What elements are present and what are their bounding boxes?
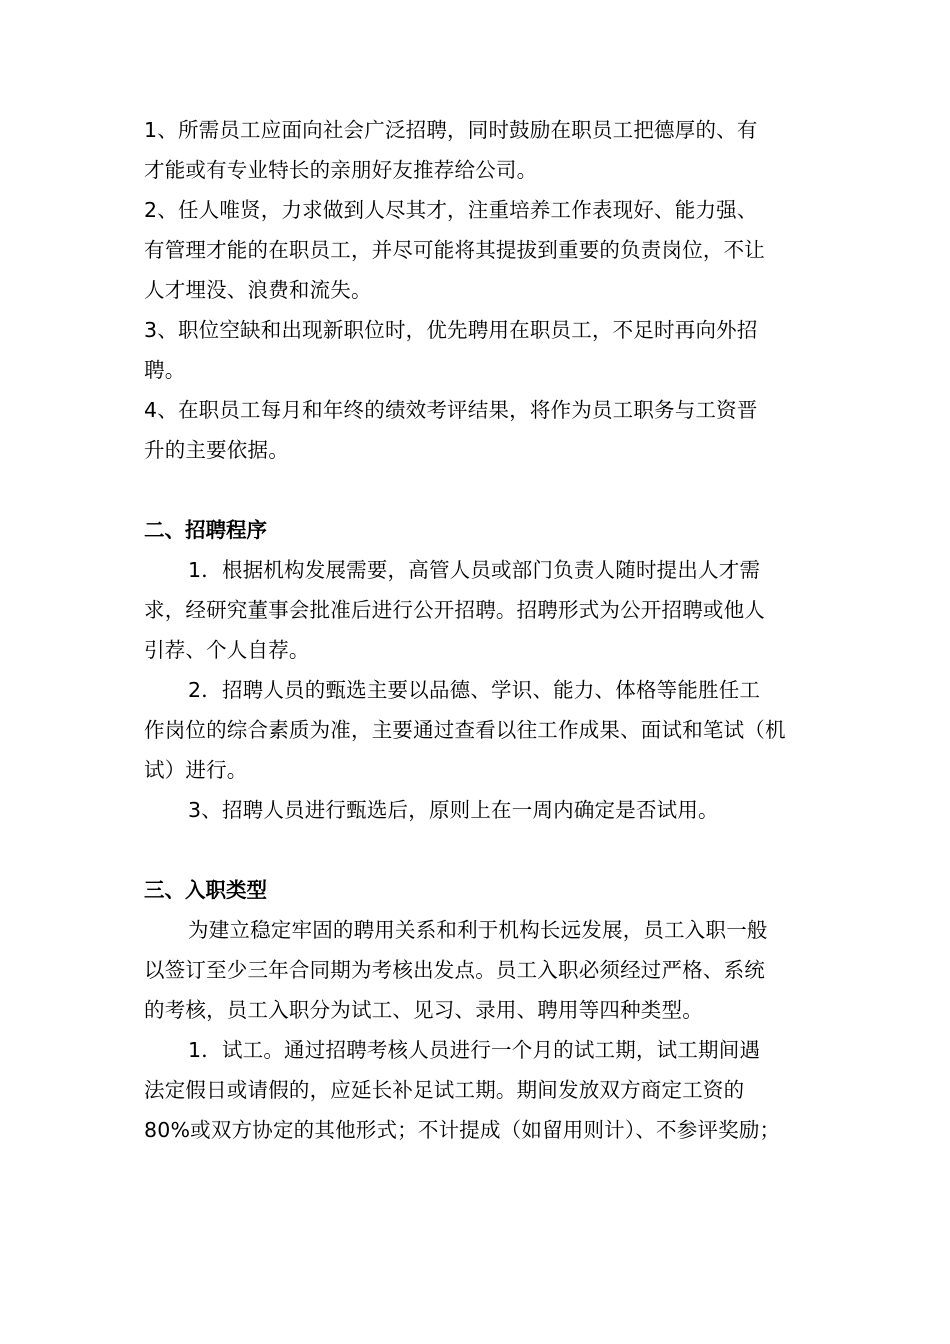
paragraph-line: 为建立稳定牢固的聘用关系和利于机构长远发展，员工入职一般: [188, 918, 768, 942]
paragraph-line: 有管理才能的在职员工，并尽可能将其提拔到重要的负责岗位，不让: [144, 238, 765, 262]
paragraph-line: 80%或双方协定的其他形式；不计提成（如留用则计）、不参评奖励；: [144, 1118, 781, 1142]
paragraph-line: 升的主要依据。: [144, 438, 289, 462]
paragraph-line: 以签订至少三年合同期为考核出发点。员工入职必须经过严格、系统: [144, 958, 765, 982]
paragraph-line: 1、所需员工应面向社会广泛招聘，同时鼓励在职员工把德厚的、有: [144, 118, 758, 142]
paragraph-line: 聘。: [144, 358, 186, 382]
paragraph-line: 的考核，员工入职分为试工、见习、录用、聘用等四种类型。: [144, 998, 703, 1022]
paragraph-line: 法定假日或请假的，应延长补足试工期。期间发放双方商定工资的: [144, 1078, 745, 1102]
paragraph-line: 3、招聘人员进行甄选后，原则上在一周内确定是否试用。: [188, 798, 719, 822]
document-page: [144, 110, 808, 1150]
paragraph-line: 作岗位的综合素质为准，主要通过查看以往工作成果、面试和笔试（机: [144, 718, 786, 742]
paragraph-line: 引荐、个人自荐。: [144, 638, 310, 662]
paragraph-line: 试）进行。: [144, 758, 248, 782]
paragraph-line: 求，经研究董事会批准后进行公开招聘。招聘形式为公开招聘或他人: [144, 598, 765, 622]
paragraph-line: 3、职位空缺和出现新职位时，优先聘用在职员工，不足时再向外招: [144, 318, 758, 342]
paragraph-line: 4、在职员工每月和年终的绩效考评结果，将作为员工职务与工资晋: [144, 398, 758, 422]
section-heading: 三、入职类型: [144, 878, 267, 902]
paragraph-line: 人才埋没、浪费和流失。: [144, 278, 372, 302]
paragraph-line: 2、任人唯贤，力求做到人尽其才，注重培养工作表现好、能力强、: [144, 198, 758, 222]
section-recruitment-procedure: [144, 510, 808, 830]
paragraph-line: 1．试工。通过招聘考核人员进行一个月的试工期，试工期间遇: [188, 1038, 761, 1062]
section-heading: 二、招聘程序: [144, 518, 267, 542]
section-principles: [144, 110, 808, 470]
section-spacer: [144, 470, 808, 510]
section-spacer: [144, 830, 808, 870]
section-onboarding-types: [144, 870, 808, 1150]
paragraph-line: 1．根据机构发展需要，高管人员或部门负责人随时提出人才需: [188, 558, 761, 582]
paragraph-line: 2．招聘人员的甄选主要以品德、学识、能力、体格等能胜任工: [188, 678, 761, 702]
paragraph-line: 才能或有专业特长的亲朋好友推荐给公司。: [144, 158, 538, 182]
